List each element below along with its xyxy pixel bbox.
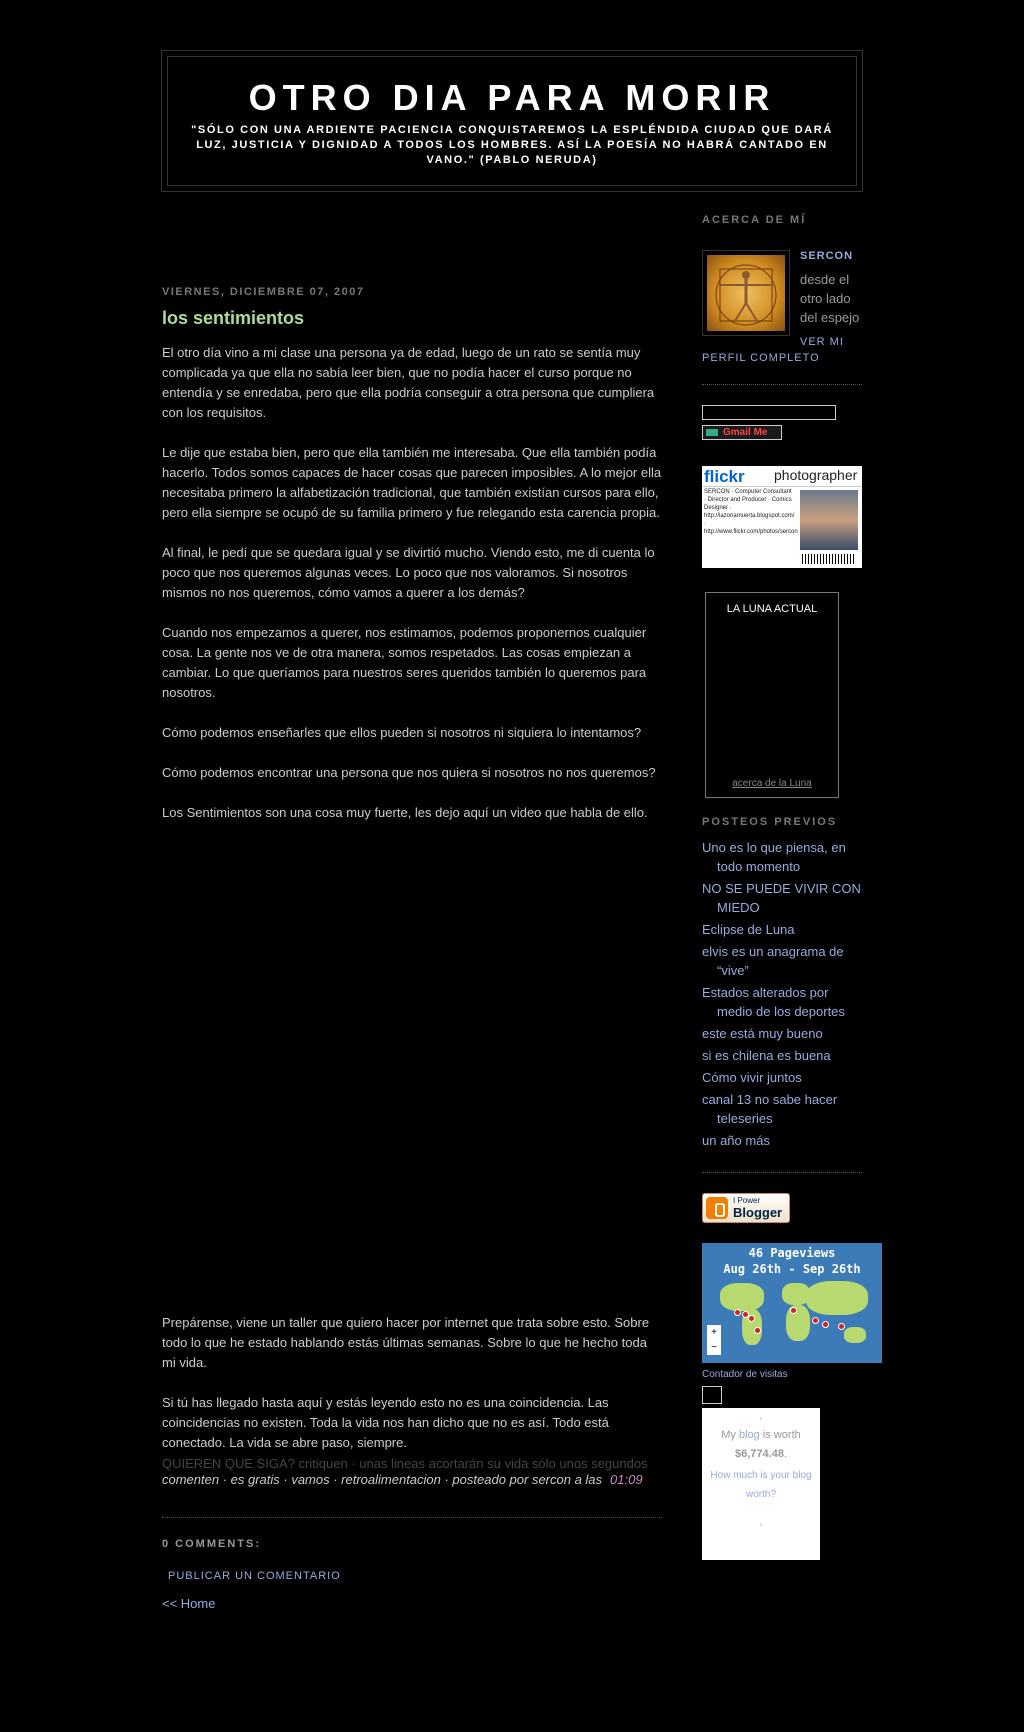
visitor-marker xyxy=(790,1307,797,1314)
post-paragraph: Cuando nos empezamos a querer, nos estimamos, podemos proponernos cualquier cosa. La gente nos ve de otra manera, somos respetados. Las cosas empiezan a cambiar. Lo que queríamos para nuestros seres queridos también lo queremos para nosotros. xyxy=(162,625,647,700)
moon-widget-title: LA LUNA ACTUAL xyxy=(726,603,818,615)
visitor-map-title xyxy=(702,1245,882,1277)
divider xyxy=(702,384,862,385)
profile-image[interactable] xyxy=(702,250,790,336)
post-paragraph: Si tú has llegado hasta aquí y estás leyendo esto no es una coincidencia. Las coincidencias no existen. Toda la vida nos han dicho que no es así. Todo está conectado. La vida se abre paso, siempre. xyxy=(162,1395,609,1450)
embedded-video[interactable] xyxy=(162,843,662,1313)
bullet-icon: ◦ xyxy=(759,1414,763,1423)
previous-post-link[interactable]: si es chilena es buena xyxy=(702,1048,831,1063)
post-paragraph: Los Sentimientos son una cosa muy fuerte, les dejo aquí un video que habla de ello. xyxy=(162,805,648,820)
blog-description: "SÓLO CON UNA ARDIENTE PACIENCIA CONQUISTAREMOS LA ESPLÉNDIDA CIUDAD QUE DARÁ LUZ, JUSTICIA Y DIGNIDAD A TODOS LOS HOMBRES. ASÍ LA POESÍA NO HABRÁ CANTADO EN VANO." (PABLO NERUDA) xyxy=(191,124,833,166)
flickr-photo xyxy=(800,490,858,550)
continent-shape xyxy=(844,1327,866,1343)
flickr-badge[interactable] xyxy=(702,466,862,568)
date-range: Aug 26th - Sep 26th xyxy=(723,1262,861,1276)
post-footer xyxy=(162,1471,662,1489)
post-paragraph: Prepárense, viene un taller que quiero hacer por internet que trata sobre esto. Sobre todo lo que he estado hablando estás últimas semanas. Sobre lo que he hecho toda mi vida. xyxy=(162,1315,650,1370)
post-title[interactable]: los sentimientos xyxy=(162,308,305,328)
profile-description: desde el otro lado del espejo xyxy=(800,272,860,325)
previous-posts-header: POSTEOS PREVIOS xyxy=(702,816,838,828)
counter-box[interactable] xyxy=(702,1386,722,1404)
comments-header: 0 COMMENTS: xyxy=(162,1538,261,1550)
divider xyxy=(702,1172,862,1173)
continent-shape xyxy=(720,1283,764,1311)
view-profile-link[interactable]: VER MI PERFIL COMPLETO xyxy=(702,336,844,364)
previous-post-link[interactable]: Eclipse de Luna xyxy=(702,922,795,937)
previous-post-link[interactable]: canal 13 no sabe hacer teleseries xyxy=(702,1092,838,1126)
flickr-badge-title: photographer xyxy=(774,467,858,483)
blog-worth-widget xyxy=(702,1408,820,1560)
how-much-link[interactable]: How much is your blog worth? xyxy=(710,1470,812,1500)
flickr-badge-text: SERCON · Computer Consultant · Director and Producer · Comics Designer · http://lazonamuerta.blogspot.com/ · http://www.flickr.com/photos/sercon xyxy=(704,489,798,535)
visitor-marker xyxy=(838,1323,845,1330)
barcode-icon xyxy=(802,554,856,564)
post-paragraph: Cómo podemos encontrar una persona que nos quiera si nosotros no nos queremos? xyxy=(162,765,656,780)
previous-posts-list xyxy=(702,838,862,1150)
map-zoom-control[interactable] xyxy=(707,1325,721,1355)
publish-comment-link[interactable]: PUBLICAR UN COMENTARIO xyxy=(168,1570,341,1582)
blogger-badge-line1: I Power xyxy=(733,1196,761,1205)
home-link[interactable]: << Home xyxy=(162,1596,216,1611)
blog-header xyxy=(161,50,863,192)
worth-amount: $6,774.48 xyxy=(735,1448,784,1460)
post-time-link[interactable]: 01:09 xyxy=(610,1472,643,1487)
blogger-badge[interactable] xyxy=(702,1193,790,1223)
visitor-marker xyxy=(754,1327,761,1334)
moon-widget xyxy=(705,592,839,798)
blog-title[interactable]: OTRO DIA PARA MORIR xyxy=(248,77,776,118)
visitor-marker xyxy=(812,1317,819,1324)
zoom-out-icon[interactable]: − xyxy=(711,1342,717,1353)
visitor-marker xyxy=(734,1309,741,1316)
post-paragraph: Al final, le pedí que se quedara igual y se divirtió mucho. Viendo esto, me di cuenta lo poco que nos queremos algunas veces. Lo poco que nos valoramos. Si nosotros mismos no nos queremos, cómo vamos a querer a los demás? xyxy=(162,545,655,600)
visitor-map[interactable] xyxy=(702,1243,882,1363)
post-footer-text: comenten · es gratis · vamos · retroalimentacion · posteado por sercon a las xyxy=(162,1472,603,1487)
profile-name[interactable]: SERCON xyxy=(800,250,854,262)
vitruvian-man-image xyxy=(707,255,785,331)
sidebar xyxy=(702,214,862,1560)
faded-line: QUIEREN QUE SIGA? critiquen · unas lineas acortarán su vida sólo unos segundos xyxy=(162,1456,648,1471)
gmail-label: Gmail Me xyxy=(723,427,768,438)
blog-link[interactable]: blog xyxy=(738,1429,760,1441)
blog-header-inner xyxy=(167,56,857,186)
post-paragraph: Le dije que estaba bien, pero que ella también me interesaba. Que ella también podía hacerlo. Todos somos capaces de hacer cosas que parecen imposibles. A lo mejor ella necesitaba primero la alfabetización tradicional, que también existían cursos para ello, pero ella siempre se ocupó de su familia primero y fue relegando esta carencia propia. xyxy=(162,445,662,520)
post-paragraph: El otro día vino a mi clase una persona ya de edad, luego de un rato se sentía muy complicada ya que ella no sabía leer bien, que no podía hacer el curso porque no entendía y se enredaba, pero que ella podría conseguir a otra persona que cumpliera con los requisitos. xyxy=(162,345,655,420)
pageviews-count: 46 Pageviews xyxy=(748,1246,836,1260)
previous-post-link[interactable]: Cómo vivir juntos xyxy=(702,1070,802,1085)
previous-post-link[interactable]: elvis es un anagrama de “vive” xyxy=(702,944,844,978)
flickr-logo: flickr xyxy=(704,467,745,486)
blogger-badge-line2: Blogger xyxy=(733,1205,783,1220)
empty-widget-box[interactable] xyxy=(702,405,836,420)
previous-post-link[interactable]: Estados alterados por medio de los deportes xyxy=(702,985,845,1019)
post-body xyxy=(162,343,662,1453)
blog-worth-text: My blog is worth $6,774.48. xyxy=(721,1429,801,1460)
moon-info-link[interactable]: acerca de la Luna xyxy=(732,778,812,789)
envelope-icon xyxy=(706,429,718,436)
vitruvian-figure-icon xyxy=(707,255,785,331)
flickr-badge-bar xyxy=(702,466,862,487)
worth-prefix: My xyxy=(721,1429,736,1441)
visitor-marker xyxy=(822,1321,829,1328)
bullet-icon: ◦ xyxy=(759,1520,763,1529)
continent-shape xyxy=(806,1281,868,1315)
zoom-in-icon[interactable]: + xyxy=(711,1327,717,1338)
previous-post-link[interactable]: un año más xyxy=(702,1133,770,1148)
blogger-logo-icon xyxy=(706,1197,728,1219)
main-column xyxy=(162,286,662,1611)
date-header: VIERNES, DICIEMBRE 07, 2007 xyxy=(162,286,365,298)
visit-counter-link[interactable]: Contador de visitas xyxy=(702,1369,788,1380)
visitor-marker xyxy=(748,1315,755,1322)
worth-middle: is worth xyxy=(762,1429,801,1441)
gmail-me-button[interactable] xyxy=(702,425,782,440)
previous-post-link[interactable]: NO SE PUEDE VIVIR CON MIEDO xyxy=(702,881,861,915)
profile xyxy=(702,226,862,376)
divider xyxy=(162,1517,662,1518)
post-paragraph: Cómo podemos enseñarles que ellos pueden si nosotros ni siquiera lo intentamos? xyxy=(162,725,642,740)
about-header: ACERCA DE MÍ xyxy=(702,214,807,226)
previous-post-link[interactable]: Uno es lo que piensa, en todo momento xyxy=(702,840,846,874)
previous-post-link[interactable]: este está muy bueno xyxy=(702,1026,823,1041)
